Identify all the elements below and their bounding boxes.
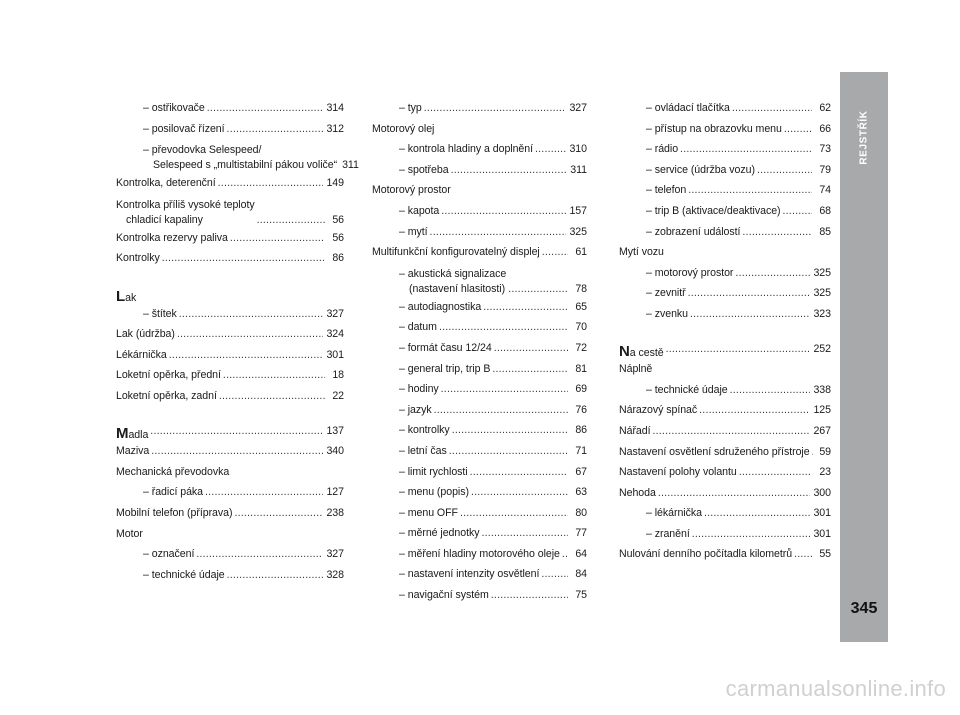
- entry-text: – service (údržba vozu): [646, 163, 755, 176]
- index-section-heading: [116, 421, 344, 442]
- index-entry: [116, 462, 344, 483]
- entry-text: – ostřikovače: [143, 102, 205, 114]
- page-ref: 125: [813, 404, 831, 417]
- page-ref: 137: [326, 424, 344, 437]
- page-ref: 338: [813, 383, 831, 396]
- page-ref: 68: [819, 204, 831, 217]
- index-subentry: [372, 98, 587, 119]
- index-subentry: [372, 544, 587, 565]
- section-gap: [619, 325, 831, 339]
- index-subentry: [116, 565, 344, 586]
- entry-text: – mytí: [399, 225, 428, 238]
- dot-leader: [704, 503, 811, 524]
- dot-leader: [481, 523, 568, 544]
- entry-text-line2: (nastavení hlasitosti): [409, 282, 506, 295]
- entry-text: – kontrola hladiny a doplnění: [399, 143, 534, 156]
- entry-text: Nehoda: [619, 486, 656, 499]
- entry-text: – trip B (aktivace/deaktivace): [646, 204, 781, 217]
- index-entry: [619, 421, 831, 442]
- entry-text: – technické údaje: [646, 383, 728, 396]
- page-ref: 84: [575, 568, 587, 581]
- dot-leader: [218, 173, 324, 194]
- page-ref: 81: [575, 362, 587, 375]
- index-subentry: [372, 201, 587, 222]
- index-entry: [372, 180, 587, 201]
- page-ref: 310: [569, 143, 587, 156]
- entry-text: Kontrolka, deterenční: [116, 177, 216, 190]
- dot-leader: [699, 400, 810, 421]
- page-ref: 311: [570, 163, 587, 176]
- page-ref: 62: [819, 102, 831, 114]
- section-tab-label: REJSTŘÍK: [858, 109, 870, 165]
- page-ref: 325: [569, 225, 587, 238]
- page-ref: 327: [569, 102, 587, 114]
- entry-text: Loketní opěrka, přední: [116, 369, 221, 382]
- page-ref: 76: [575, 403, 587, 416]
- index-subentry: [619, 180, 831, 201]
- index-subentry: [116, 139, 359, 173]
- index-subentry: [619, 304, 831, 325]
- dot-leader: [730, 380, 811, 401]
- dot-leader: [223, 365, 325, 386]
- page-ref: 56: [332, 213, 344, 226]
- page-ref: 312: [326, 122, 344, 135]
- page-ref: 85: [819, 225, 831, 238]
- entry-text-line2: Selespeed s „multistabilní pákou voliče“: [153, 159, 338, 172]
- dot-leader: [219, 386, 325, 407]
- entry-text: – štítek: [143, 307, 177, 320]
- page-ref: 314: [326, 102, 344, 114]
- index-subentry: [372, 160, 587, 181]
- dot-leader: [494, 338, 568, 359]
- dot-leader: [794, 544, 812, 565]
- index-entry: [619, 242, 831, 263]
- page-ref: 59: [819, 445, 831, 458]
- entry-text: – měření hladiny motorového oleje: [399, 547, 560, 560]
- index-entry: [372, 119, 587, 140]
- dot-leader: [688, 180, 812, 201]
- index-subentry: [372, 503, 587, 524]
- page-ref: 64: [575, 547, 587, 560]
- dot-leader: [470, 462, 568, 483]
- entry-text: – general trip, trip B: [399, 362, 491, 375]
- index-entry: [116, 365, 344, 386]
- index-subentry: [116, 98, 344, 119]
- dot-leader: [452, 420, 568, 441]
- page-ref: 127: [326, 486, 344, 499]
- index-column-3: [619, 98, 831, 565]
- page-ref: 69: [575, 383, 587, 396]
- index-subentry: [372, 222, 587, 243]
- dot-leader: [207, 98, 324, 119]
- index-subentry: [372, 139, 587, 160]
- page-ref: 86: [575, 424, 587, 437]
- entry-text: – technické údaje: [143, 568, 225, 581]
- index-entry: [619, 442, 831, 463]
- dot-leader: [227, 565, 324, 586]
- entry-text: Nářadí: [619, 424, 651, 437]
- heading-rest: ak: [125, 291, 137, 304]
- dot-leader: [680, 139, 812, 160]
- entry-text-line2: chladicí kapaliny: [126, 213, 203, 226]
- dot-leader: [508, 282, 568, 297]
- entry-text: – typ: [399, 102, 422, 114]
- page-ref: 61: [575, 246, 587, 259]
- index-entry: [619, 462, 831, 483]
- index-entry: [116, 386, 344, 407]
- page-ref: 72: [575, 341, 587, 354]
- dot-leader: [205, 482, 323, 503]
- dot-leader: [151, 441, 323, 462]
- page-ref: 301: [813, 507, 831, 520]
- entry-text: Lékárnička: [116, 348, 167, 361]
- index-subentry: [619, 160, 831, 181]
- entry-text: – rádio: [646, 143, 679, 156]
- index-subentry: [372, 523, 587, 544]
- dot-leader: [535, 139, 566, 160]
- entry-text: Mechanická převodovka: [116, 465, 230, 478]
- dot-leader: [666, 339, 811, 360]
- page-ref: 328: [326, 568, 344, 581]
- page-ref: 23: [819, 466, 831, 479]
- page-ref: 73: [819, 143, 831, 156]
- index-entry: [116, 345, 344, 366]
- dot-leader: [150, 421, 323, 442]
- page-ref: 252: [813, 342, 831, 355]
- entry-text: – telefon: [646, 184, 687, 197]
- dot-leader: [430, 222, 567, 243]
- dot-leader: [784, 119, 812, 140]
- index-subentry: [372, 359, 587, 380]
- index-entry: [116, 248, 344, 269]
- page-ref: 300: [813, 486, 831, 499]
- entry-text: Maziva: [116, 445, 150, 458]
- index-entry: [619, 544, 831, 565]
- entry-text: – ovládací tlačítka: [646, 102, 730, 114]
- entry-text: [399, 267, 506, 297]
- index-subentry: [619, 283, 831, 304]
- entry-text: Nastavení osvětlení sdruženého přístroje: [619, 445, 810, 458]
- index-subentry: [372, 420, 587, 441]
- dot-leader: [562, 544, 568, 565]
- section-tab-title: [840, 92, 888, 182]
- dot-leader: [688, 283, 811, 304]
- index-entry: [619, 400, 831, 421]
- dot-leader: [757, 160, 812, 181]
- entry-text: – autodiagnostika: [399, 300, 482, 313]
- entry-text: Lak (údržba): [116, 328, 175, 341]
- entry-text: – spotřeba: [399, 163, 449, 176]
- dot-leader: [179, 304, 324, 325]
- entry-text: – navigační systém: [399, 589, 489, 602]
- index-entry: [116, 441, 344, 462]
- entry-text: Nulování denního počítadla kilometrů: [619, 548, 793, 561]
- heading-text: [116, 289, 136, 304]
- entry-text: Motorový prostor: [372, 184, 451, 197]
- page-ref: 340: [326, 445, 344, 458]
- entry-text: Nastavení polohy volantu: [619, 466, 737, 479]
- entry-text: – označení: [143, 548, 195, 561]
- index-subentry: [372, 462, 587, 483]
- heading-initial: L: [116, 287, 126, 305]
- index-subentry: [372, 297, 587, 318]
- entry-text: Mobilní telefon (příprava): [116, 506, 233, 519]
- dot-leader: [492, 359, 568, 380]
- entry-text: Kontrolka rezervy paliva: [116, 231, 228, 244]
- page-number: 345: [850, 600, 878, 617]
- entry-text: Náplně: [619, 363, 653, 376]
- index-entry: [116, 194, 344, 228]
- entry-text: – měrné jednotky: [399, 527, 480, 540]
- watermark: carmanualsonline.info: [725, 676, 946, 701]
- entry-text: [143, 143, 337, 173]
- entry-text: – formát času 12/24: [399, 341, 492, 354]
- page-ref: 71: [575, 444, 587, 457]
- section-gap: [116, 269, 344, 283]
- entry-text: Motorový olej: [372, 122, 435, 135]
- dot-leader: [449, 441, 568, 462]
- page-ref: 56: [332, 231, 344, 244]
- page-ref: 75: [575, 589, 587, 602]
- index-subentry: [372, 379, 587, 400]
- section-gap: [116, 407, 344, 421]
- heading-rest: a cestě: [629, 347, 664, 360]
- heading-rest: adla: [128, 429, 149, 442]
- index-subentry: [619, 98, 831, 119]
- index-subentry: [372, 564, 587, 585]
- dot-leader: [227, 119, 324, 140]
- index-entry: [116, 503, 344, 524]
- index-subentry: [619, 119, 831, 140]
- dot-leader: [471, 482, 568, 503]
- heading-initial: N: [619, 343, 630, 361]
- dot-leader: [653, 421, 811, 442]
- dot-leader: [491, 585, 568, 606]
- page-ref: 157: [569, 204, 587, 217]
- dot-leader: [196, 544, 323, 565]
- entry-text: Nárazový spínač: [619, 404, 698, 417]
- index-entry: [619, 359, 831, 380]
- index-section-heading: [619, 339, 831, 360]
- index-subentry: [619, 524, 831, 545]
- index-subentry: [372, 338, 587, 359]
- index-subentry: [372, 317, 587, 338]
- entry-text: – hodiny: [399, 383, 439, 396]
- page-ref: 238: [326, 506, 344, 519]
- index-subentry: [116, 482, 344, 503]
- entry-text: – menu OFF: [399, 506, 458, 519]
- entry-text: – jazyk: [399, 403, 432, 416]
- entry-text: – zvenku: [646, 307, 689, 320]
- dot-leader: [739, 462, 812, 483]
- index-subentry: [619, 222, 831, 243]
- page-ref: 325: [813, 287, 831, 300]
- entry-text: – menu (popis): [399, 486, 469, 499]
- dot-leader: [451, 160, 568, 181]
- index-subentry: [372, 263, 587, 297]
- dot-leader: [690, 304, 810, 325]
- index-subentry: [619, 503, 831, 524]
- index-subentry: [372, 400, 587, 421]
- dot-leader: [658, 483, 811, 504]
- index-subentry: [619, 201, 831, 222]
- dot-leader: [783, 201, 812, 222]
- entry-text: – nastavení intenzity osvětlení: [399, 568, 540, 581]
- index-section-heading: [116, 283, 344, 304]
- index-entry: [116, 524, 344, 545]
- index-entry: [619, 483, 831, 504]
- entry-text: – zranění: [646, 527, 690, 540]
- index-subentry: [116, 304, 344, 325]
- index-subentry: [372, 482, 587, 503]
- entry-text: Multifunkční konfigurovatelný displej: [372, 246, 540, 259]
- entry-text: Loketní opěrka, zadní: [116, 389, 217, 402]
- page-ref: 66: [819, 122, 831, 135]
- entry-text: – letní čas: [399, 444, 447, 457]
- entry-text: Mytí vozu: [619, 246, 664, 259]
- page-ref: 327: [326, 548, 344, 561]
- index-entry: [116, 173, 344, 194]
- entry-text-line1: Kontrolka příliš vysoké teploty: [116, 198, 255, 211]
- entry-text: Motor: [116, 527, 143, 540]
- dot-leader: [434, 400, 568, 421]
- page-ref: 74: [819, 184, 831, 197]
- entry-text: – lékárnička: [646, 507, 702, 520]
- page-ref: 67: [575, 465, 587, 478]
- heading-initial: M: [116, 425, 129, 443]
- dot-leader: [441, 379, 568, 400]
- page-ref: 70: [575, 321, 587, 334]
- dot-leader: [541, 564, 568, 585]
- dot-leader: [169, 345, 324, 366]
- entry-text: – kontrolky: [399, 424, 450, 437]
- page-ref: 22: [332, 389, 344, 402]
- entry-text: – limit rychlosti: [399, 465, 468, 478]
- index-entry: [116, 324, 344, 345]
- entry-text: – zevnitř: [646, 287, 686, 300]
- dot-leader: [162, 248, 325, 269]
- index-subentry: [619, 380, 831, 401]
- dot-leader: [424, 98, 567, 119]
- index-subentry: [619, 263, 831, 284]
- page-ref: 18: [332, 369, 344, 382]
- entry-text: – kapota: [399, 204, 440, 217]
- page-ref: 323: [813, 307, 831, 320]
- index-subentry: [116, 119, 344, 140]
- dot-leader: [460, 503, 568, 524]
- dot-leader: [542, 242, 568, 263]
- index-entry: [116, 228, 344, 249]
- heading-text: [116, 426, 148, 441]
- dot-leader: [483, 297, 568, 318]
- entry-text: – řadicí páka: [143, 486, 204, 499]
- page-ref: 77: [575, 527, 587, 540]
- entry-text: – datum: [399, 321, 437, 334]
- heading-text: [619, 344, 664, 359]
- page-ref: 79: [819, 163, 831, 176]
- dot-leader: [234, 503, 323, 524]
- index-subentry: [372, 441, 587, 462]
- entry-text: – přístup na obrazovku menu: [646, 122, 782, 135]
- page-ref: 149: [326, 177, 344, 190]
- page-ref: 86: [332, 252, 344, 265]
- dot-leader: [441, 201, 566, 222]
- entry-text: [116, 198, 255, 228]
- dot-leader: [692, 524, 811, 545]
- page-ref: 55: [819, 548, 831, 561]
- page-ref: 78: [575, 282, 587, 295]
- dot-leader: [257, 213, 325, 228]
- page-ref: 301: [326, 348, 344, 361]
- index-subentry: [372, 585, 587, 606]
- entry-text: – motorový prostor: [646, 266, 734, 279]
- page-ref: 80: [575, 506, 587, 519]
- dot-leader: [439, 317, 568, 338]
- dot-leader: [230, 228, 325, 249]
- page-ref: 267: [813, 424, 831, 437]
- dot-leader: [177, 324, 324, 345]
- page-ref: 325: [813, 266, 831, 279]
- page-ref: 311: [342, 159, 359, 172]
- index-subentry: [619, 139, 831, 160]
- entry-text-line1: – akustická signalizace: [399, 267, 507, 280]
- entry-text-line1: – převodovka Selespeed/: [143, 144, 262, 157]
- dot-leader: [742, 222, 812, 243]
- index-column-1: [116, 98, 359, 585]
- index-entry: [372, 242, 587, 263]
- index-subentry: [116, 544, 344, 565]
- page-ref: 327: [326, 307, 344, 320]
- page-ref: 63: [575, 486, 587, 499]
- page-ref: 324: [326, 328, 344, 341]
- entry-text: Kontrolky: [116, 252, 160, 265]
- index-column-2: [372, 98, 587, 606]
- dot-leader: [732, 98, 812, 119]
- dot-leader: [735, 263, 810, 284]
- entry-text: – posilovač řízení: [143, 122, 225, 135]
- entry-text: – zobrazení událostí: [646, 225, 741, 238]
- page-ref: 301: [813, 527, 831, 540]
- page-ref: 65: [575, 300, 587, 313]
